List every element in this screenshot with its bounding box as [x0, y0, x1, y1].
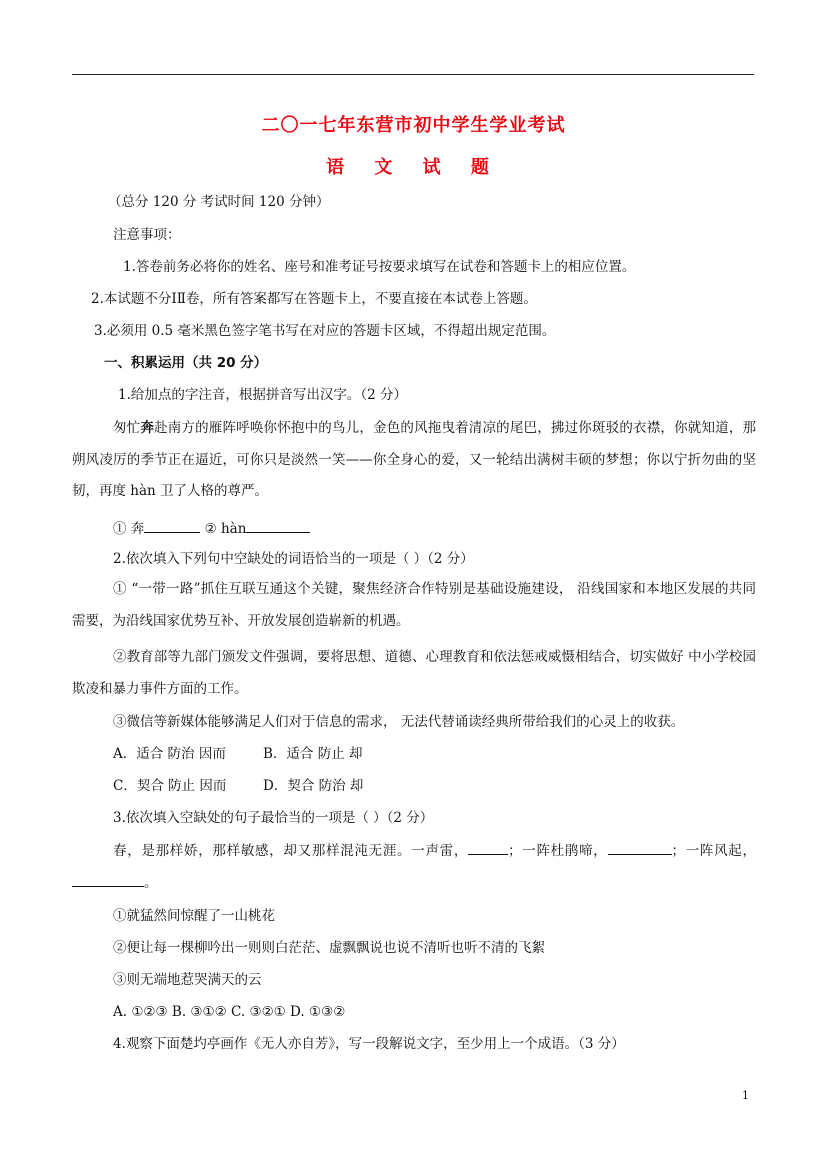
page-number: 1	[742, 1089, 749, 1102]
q3-choice-3: ③则无端地惹哭满天的云	[113, 972, 262, 988]
q4-stem: 4.观察下面楚圴亭画作《无人亦自芳》，写一段解说文字，至少用上一个成语。（3 分）	[113, 1036, 625, 1052]
q2-option-d: D．契合 防治 却	[263, 778, 364, 794]
blank-label-2: ② hàn	[204, 521, 247, 537]
section-heading: 一、积累运用（共 20 分）	[104, 355, 268, 371]
note-1: 1.答卷前务必将你的姓名、座号和准考证号按要求填写在试卷和答题卡上的相应位置。	[123, 259, 636, 275]
q1-passage: 匆忙奔赴南方的雁阵呼唤你怀抱中的鸟儿，金色的风拖曳着清凉的尾巴，拂过你斑驳的衣襟，你就知道，那朔风凌厉的季节正在逼近，可你只是淡然一笑——你全身心的爱，又一轮结出满树丰硕的梦想；你以宁折勿曲的坚韧，再度 hàn 卫了人格的尊严。	[72, 420, 757, 499]
blank-label-1: ① 奔	[113, 521, 145, 537]
q3-choice-2: ②便让每一棵柳吟出一则则白茫茫、虚飘飘说也说不清听也听不清的飞絮	[113, 940, 545, 956]
q2-option-c: C．契合 防止 因而	[113, 778, 227, 794]
note-3: 3.必须用 0.5 毫米黑色签字笔书写在对应的答题卡区域，不得超出规定范围。	[94, 323, 556, 339]
q1-stem: 1.给加点的字注音，根据拼音写出汉字。（2 分）	[118, 387, 408, 403]
q3-passage: 春，是那样娇，那样敏感，却又那样混沌无涯。一声雷， ；一阵杜鹃啼， ；一阵风起，。	[72, 836, 756, 899]
q2-stem: 2.依次填入下列句中空缺处的词语恰当的一项是（ ）（2 分）	[113, 551, 474, 567]
answer-blank-2	[246, 518, 310, 533]
q3-choice-1: ①就猛然间惊醒了一山桃花	[113, 908, 275, 924]
q2-option-a: A．适合 防治 因而	[113, 746, 226, 762]
exam-meta: （总分 120 分 考试时间 120 分钟）	[108, 194, 330, 210]
q2-option-b: B．适合 防止 却	[263, 746, 363, 762]
header-rule	[72, 74, 754, 75]
q2-sentence-3: ③微信等新媒体能够满足人们对于信息的需求， 无法代替诵读经典所带给我们的心灵上的收获。	[113, 714, 685, 730]
q2-sentence-1: ① “一带一路”抓住互联互通这个关键，聚焦经济合作特别是基础设施建设， 沿线国家和本地区发展的共同需要，为沿线国家优势互补、开放发展创造崭新的机遇。	[72, 581, 756, 629]
q3-options: A. ①②③ B. ③①② C. ③②① D. ①③②	[113, 1004, 346, 1020]
q1-answer-line	[113, 518, 310, 539]
exam-subtitle: 语 文 试 题	[326, 157, 501, 178]
q3-blank-3	[72, 872, 144, 887]
answer-blank-1	[144, 518, 200, 533]
dotted-char: 奔	[140, 420, 155, 436]
exam-title: 二〇一七年东营市初中学生学业考试	[261, 115, 566, 136]
notes-heading: 注意事项：	[113, 227, 181, 243]
q3-blank-1	[468, 840, 508, 855]
note-2: 2.本试题不分ⅠⅡ卷，所有答案都写在答题卡上，不要直接在本试卷上答题。	[91, 291, 537, 307]
q3-stem: 3.依次填入空缺处的句子最恰当的一项是（ ）（2 分）	[113, 810, 434, 826]
q3-blank-2	[608, 840, 672, 855]
q2-sentence-2: ②教育部等九部门颁发文件强调，要将思想、道德、心理教育和依法惩戒威慑相结合，切实做好 中小学校园欺凌和暴力事件方面的工作。	[72, 649, 756, 697]
